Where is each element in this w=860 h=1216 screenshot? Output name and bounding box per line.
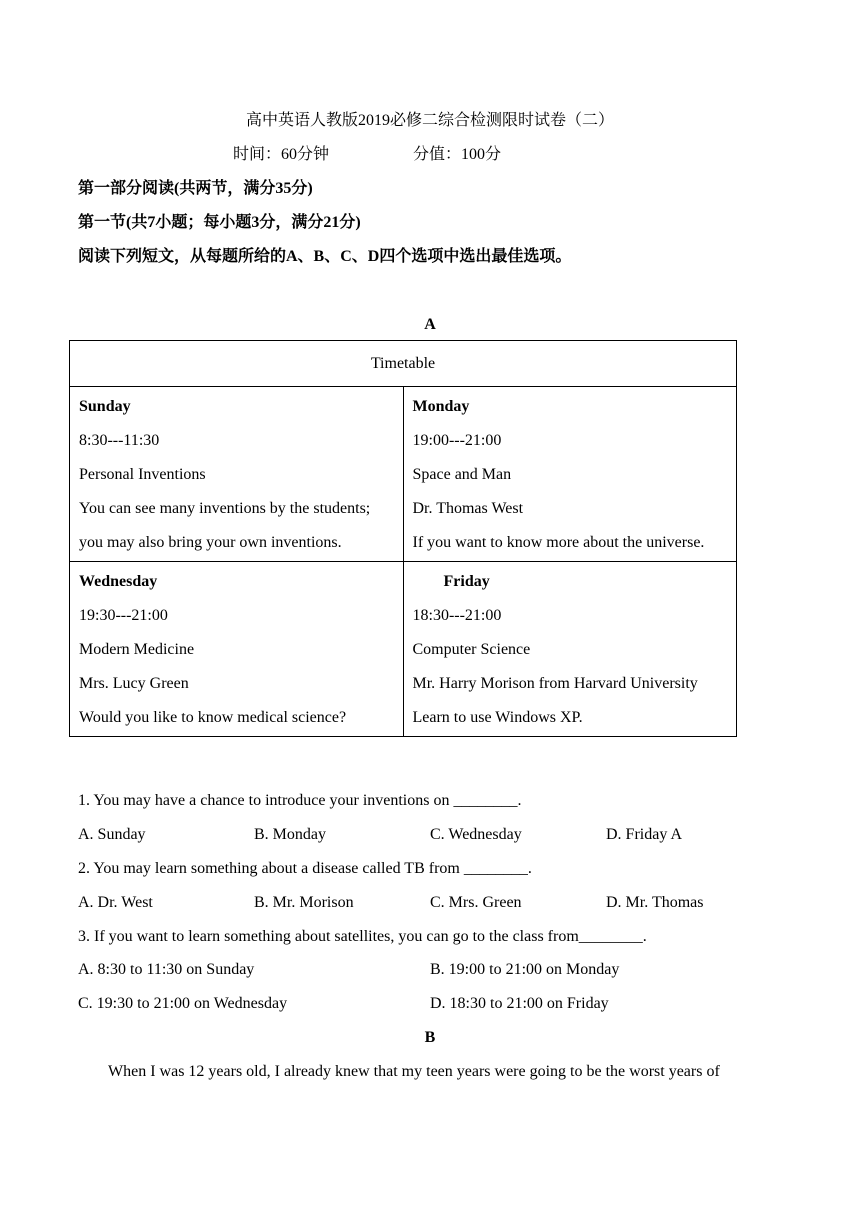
cell-time: 19:30---21:00 bbox=[79, 607, 168, 624]
cell-topic: Space and Man bbox=[412, 466, 512, 483]
cell-line2: If you want to know more about the universe. bbox=[412, 534, 705, 551]
cell-time: 8:30---11:30 bbox=[79, 432, 160, 449]
exam-time: 时间：60分钟 bbox=[233, 146, 330, 163]
cell-line1: You can see many inventions by the students; bbox=[79, 500, 371, 517]
option-a: A. Sunday bbox=[78, 826, 146, 843]
timetable-cell-monday bbox=[403, 387, 737, 562]
cell-line1: Mrs. Lucy Green bbox=[79, 675, 189, 692]
option-b: B. 19:00 to 21:00 on Monday bbox=[430, 961, 620, 978]
question-stem: 2. You may learn something about a disease called TB from ________. bbox=[78, 860, 532, 877]
cell-line1: Mr. Harry Morison from Harvard University bbox=[412, 675, 698, 692]
option-b: B. Monday bbox=[254, 826, 326, 843]
cell-day: Friday bbox=[443, 573, 490, 590]
timetable-cell-wednesday bbox=[70, 562, 404, 737]
option-d: D. Friday A bbox=[606, 826, 682, 843]
cell-time: 19:00---21:00 bbox=[412, 432, 502, 449]
option-b: B. Mr. Morison bbox=[254, 894, 354, 911]
section-heading: 第一节(共7小题；每小题3分，满分21分) bbox=[78, 214, 361, 231]
instruction: 阅读下列短文，从每题所给的A、B、C、D四个选项中选出最佳选项。 bbox=[78, 248, 572, 265]
cell-topic: Personal Inventions bbox=[79, 466, 206, 483]
cell-day: Sunday bbox=[79, 398, 131, 415]
exam-title: 高中英语人教版2019必修二综合检测限时试卷（二） bbox=[245, 112, 614, 129]
timetable-cell-friday bbox=[403, 562, 737, 737]
cell-line2: you may also bring your own inventions. bbox=[79, 534, 342, 551]
exam-score: 分值：100分 bbox=[413, 146, 502, 163]
question-stem: 1. You may have a chance to introduce your inventions on ________. bbox=[78, 792, 522, 809]
option-a: A. 8:30 to 11:30 on Sunday bbox=[78, 961, 255, 978]
passage-b-text: When I was 12 years old, I already knew that my teen years were going to be the worst years of bbox=[108, 1063, 720, 1080]
cell-day: Wednesday bbox=[79, 573, 158, 590]
passage-b-label: B bbox=[424, 1029, 436, 1046]
cell-topic: Modern Medicine bbox=[79, 641, 195, 658]
cell-day: Monday bbox=[412, 398, 470, 415]
option-d: D. 18:30 to 21:00 on Friday bbox=[430, 995, 609, 1012]
cell-line1: Dr. Thomas West bbox=[412, 500, 524, 517]
timetable-title: Timetable bbox=[70, 341, 737, 387]
part-heading: 第一部分阅读(共两节，满分35分) bbox=[78, 180, 313, 197]
question-stem: 3. If you want to learn something about satellites, you can go to the class from________. bbox=[78, 928, 647, 945]
exam-meta bbox=[233, 145, 502, 165]
timetable-cell-sunday bbox=[70, 387, 404, 562]
cell-topic: Computer Science bbox=[412, 641, 531, 658]
option-c: C. 19:30 to 21:00 on Wednesday bbox=[78, 995, 288, 1012]
cell-line2: Learn to use Windows XP. bbox=[412, 709, 583, 726]
option-d: D. Mr. Thomas bbox=[606, 894, 704, 911]
option-a: A. Dr. West bbox=[78, 894, 153, 911]
cell-line2: Would you like to know medical science? bbox=[79, 709, 347, 726]
timetable bbox=[69, 340, 737, 737]
cell-time: 18:30---21:00 bbox=[412, 607, 502, 624]
option-c: C. Wednesday bbox=[430, 826, 522, 843]
passage-a-label: A bbox=[424, 316, 436, 333]
option-c: C. Mrs. Green bbox=[430, 894, 522, 911]
